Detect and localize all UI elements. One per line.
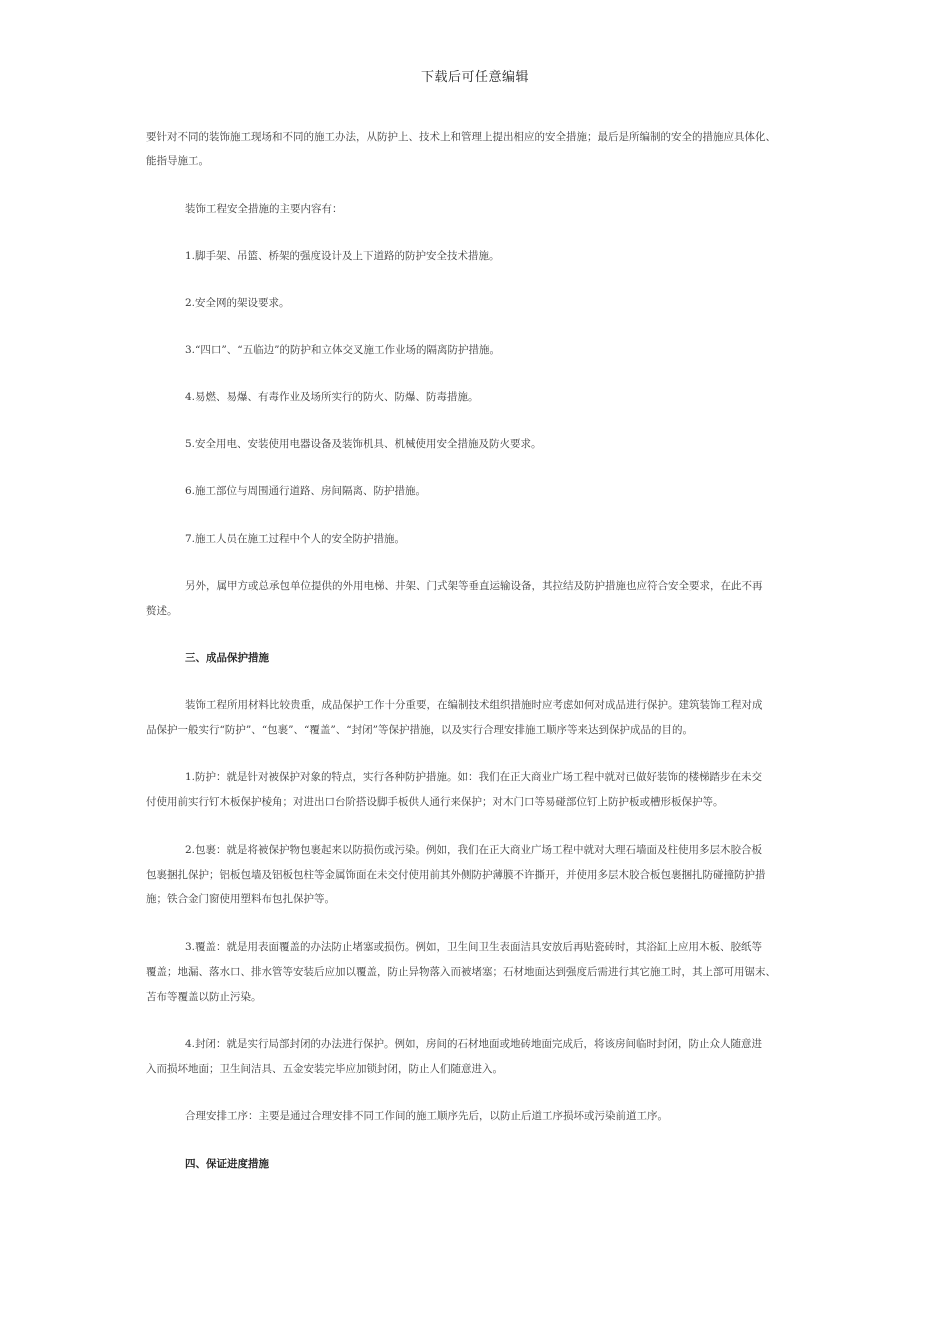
body-line: 品保护一般实行“防护”、“包裹”、“覆盖”、“封闭”等保护措施，以及实行合理安排施工顺序等来达到保护成品的目的。 — [146, 724, 693, 736]
list-item: 4.易燃、易爆、有毒作业及场所实行的防火、防爆、防毒措施。 — [185, 391, 479, 403]
section-heading: 三、成品保护措施 — [185, 652, 269, 664]
section-heading: 四、保证进度措施 — [185, 1158, 269, 1170]
body-line: 施；铁合金门窗使用塑料布包扎保护等。 — [146, 893, 335, 905]
body-line: 4.封闭：就是实行局部封闭的办法进行保护。例如，房间的石材地面或地砖地面完成后，将该房间临时封闭，防止众人随意进 — [185, 1038, 763, 1050]
body-line: 入而损坏地面；卫生间洁具、五金安装完毕应加锁封闭，防止人们随意进入。 — [146, 1063, 503, 1075]
list-item: 2.安全网的架设要求。 — [185, 297, 290, 309]
body-line: 付使用前实行钉木板保护棱角；对进出口台阶搭设脚手板供人通行来保护；对木门口等易碰部位钉上防护板或槽形板保护等。 — [146, 796, 724, 808]
body-line: 另外，属甲方或总承包单位提供的外用电梯、井架、门式架等垂直运输设备，其拉结及防护措施也应符合安全要求，在此不再 — [185, 580, 763, 592]
list-item: 1.脚手架、吊篮、桥架的强度设计及上下道路的防护安全技术措施。 — [185, 250, 500, 262]
body-line: 2.包裹：就是将被保护物包裹起来以防损伤或污染。例如，我们在正大商业广场工程中就对大理石墙面及柱使用多层木胶合板 — [185, 844, 763, 856]
body-line: 包裹捆扎保护；铝板包墙及铝板包柱等金属饰面在未交付使用前其外侧防护薄膜不许撕开，并使用多层木胶合板包裹捆扎防碰撞防护措 — [146, 869, 766, 881]
body-line: 覆盖；地漏、落水口、排水管等安装后应加以覆盖，防止异物落入而被堵塞；石材地面达到强度后需进行其它施工时，其上部可用锯末、 — [146, 966, 776, 978]
body-line: 要针对不同的装饰施工现场和不同的施工办法，从防护上、技术上和管理上提出相应的安全措施；最后是所编制的安全的措施应具体化、 — [146, 131, 776, 143]
body-line: 装饰工程所用材料比较贵重，成品保护工作十分重要，在编制技术组织措施时应考虑如何对成品进行保护。建筑装饰工程对成 — [185, 699, 763, 711]
body-line: 3.覆盖：就是用表面覆盖的办法防止堵塞或损伤。例如，卫生间卫生表面洁具安放后再贴瓷砖时，其浴缸上应用木板、胶纸等 — [185, 941, 763, 953]
body-line: 能指导施工。 — [146, 155, 209, 167]
body-line: 苫布等覆盖以防止污染。 — [146, 991, 262, 1003]
list-item: 7.施工人员在施工过程中个人的安全防护措施。 — [185, 533, 406, 545]
page-header: 下载后可任意编辑 — [420, 70, 529, 85]
body-line: 装饰工程安全措施的主要内容有： — [185, 203, 343, 215]
body-line: 赘述。 — [146, 605, 178, 617]
list-item: 5.安全用电、安装使用电器设备及装饰机具、机械使用安全措施及防火要求。 — [185, 438, 542, 450]
body-line: 合理安排工序：主要是通过合理安排不同工作间的施工顺序先后，以防止后道工序损坏或污染前道工序。 — [185, 1110, 668, 1122]
list-item: 3.“四口”、“五临边”的防护和立体交叉施工作业场的隔离防护措施。 — [185, 344, 500, 356]
body-line: 1.防护：就是针对被保护对象的特点，实行各种防护措施。如：我们在正大商业广场工程中就对已做好装饰的楼梯踏步在未交 — [185, 771, 763, 783]
list-item: 6.施工部位与周围通行道路、房间隔离、防护措施。 — [185, 485, 427, 497]
